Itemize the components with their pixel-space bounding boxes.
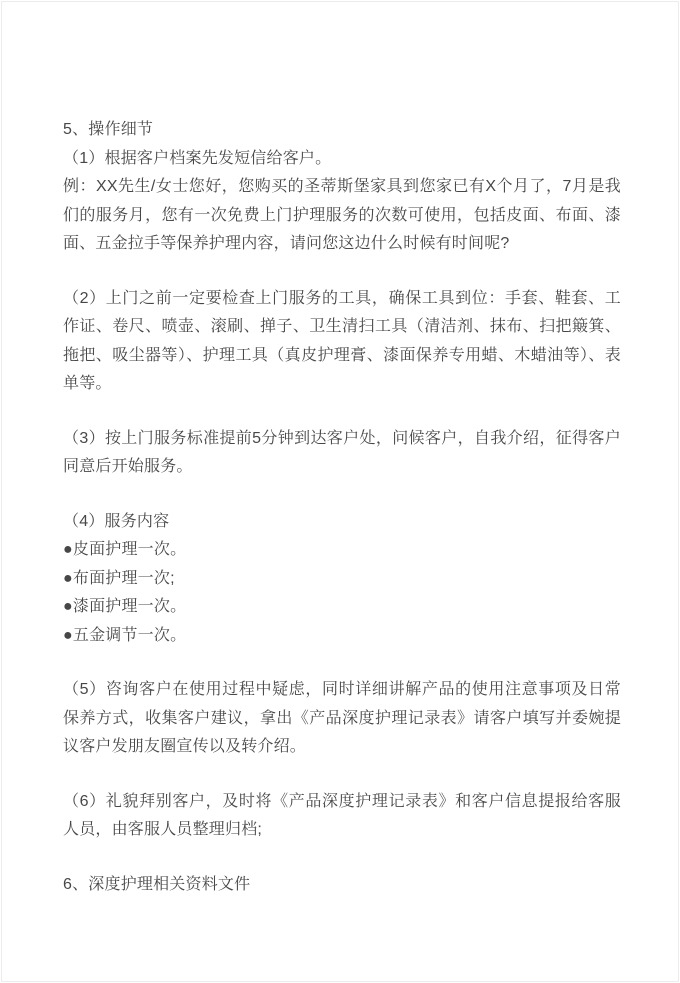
paragraph-step-3: （3）按上门服务标准提前5分钟到达客户处，问候客户，自我介绍，征得客户同意后开始服务。 xyxy=(63,429,621,475)
paragraph-step-2: （2）上门之前一定要检查上门服务的工具，确保工具到位：手套、鞋套、工作证、卷尺、喷壶、滚刷、掸子、卫生清扫工具（清洁剂、抹布、扫把簸箕、拖把、吸尘器等）、护理工具（真皮护理膏、漆面保养专用蜡、木蜡油等）、表单等。 xyxy=(63,289,621,392)
paragraph-step-5: （5）咨询客户在使用过程中疑虑，同时详细讲解产品的使用注意事项及日常保养方式，收集客户建议，拿出《产品深度护理记录表》请客户填写并委婉提议客户发朋友圈宣传以及转介绍。 xyxy=(63,681,621,755)
bullet-item-fabric-care: ●布面护理一次; xyxy=(63,569,175,587)
bullet-item-leather-care: ●皮面护理一次。 xyxy=(63,541,187,558)
paragraph-step-1: （1）根据客户档案先发短信给客户。 xyxy=(63,149,332,167)
paragraph-step-4-service-content: （4）服务内容 xyxy=(63,512,170,530)
bullet-item-hardware-adjust: ●五金调节一次。 xyxy=(63,626,187,644)
paragraph-step-6: （6）礼貌拜别客户，及时将《产品深度护理记录表》和客户信息提报给客服人员，由客服人员整理归档; xyxy=(63,792,621,838)
section-heading-operation-details: 5、操作细节 xyxy=(63,121,154,138)
bullet-item-paint-care: ●漆面护理一次。 xyxy=(63,598,187,615)
paragraph-example-sms: 例：XX先生/女士您好，您购买的圣蒂斯堡家具到您家已有X个月了，7月是我们的服务月，您有一次免费上门护理服务的次数可使用，包括皮面、布面、漆面、五金拉手等保养护理内容，请问您这边什么时候有时间呢? xyxy=(63,178,621,252)
section-heading-deep-care-files: 6、深度护理相关资料文件 xyxy=(63,875,251,893)
